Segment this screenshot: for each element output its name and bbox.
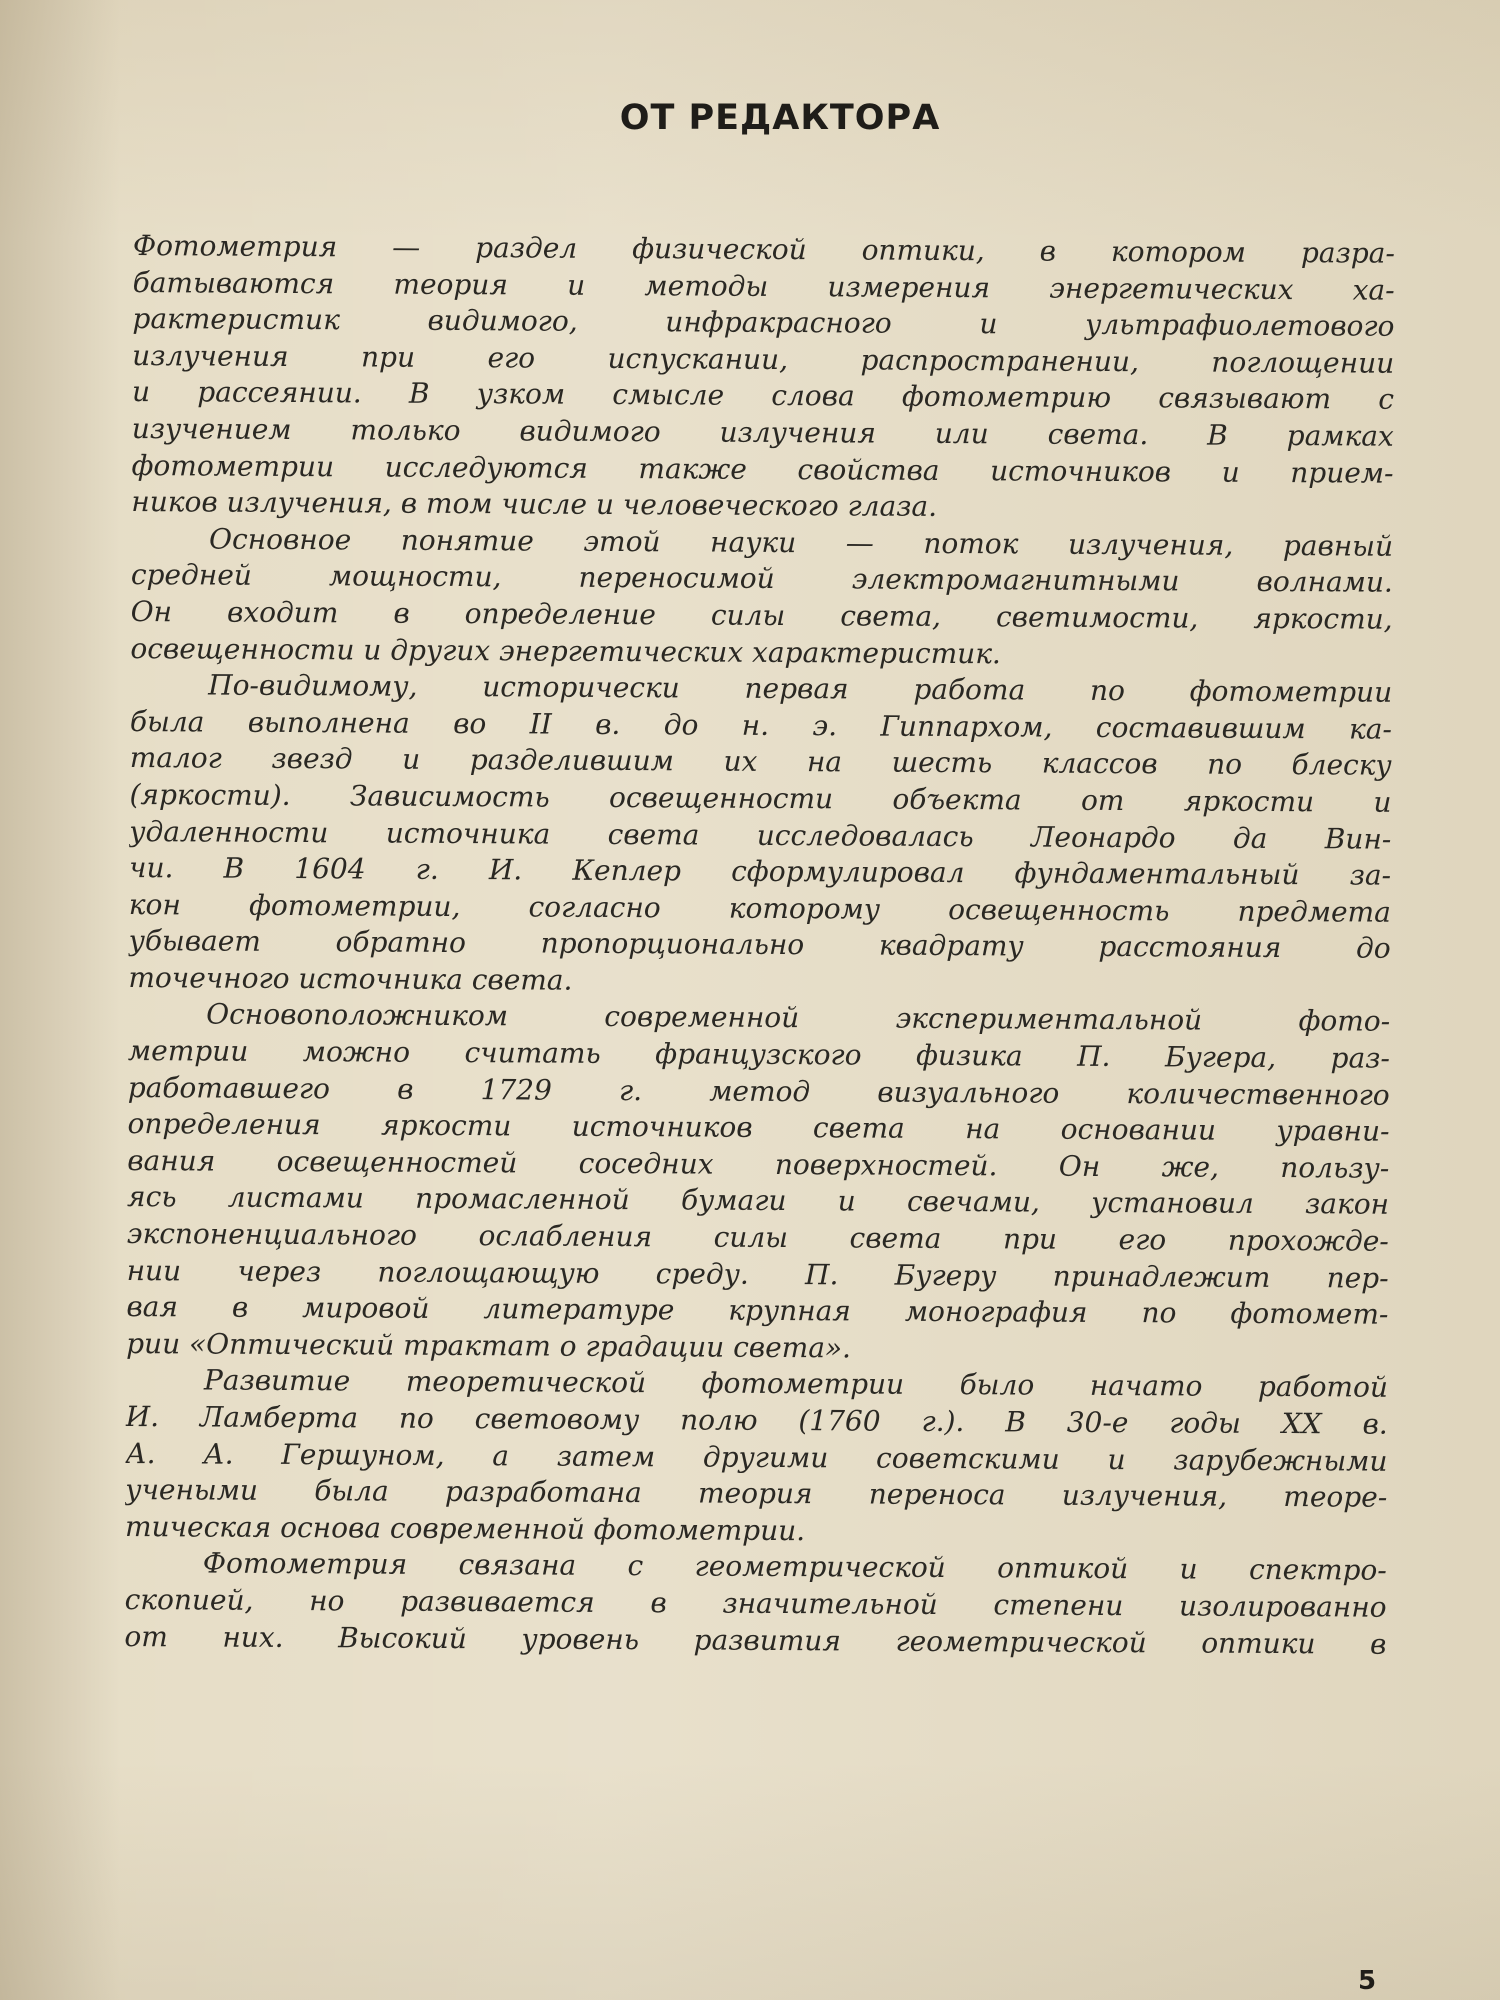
- text-line: А. А. Гершуном, а затем другими советскими и зарубежными: [125, 1436, 1388, 1478]
- text-line: удаленности источника света исследовалась Леонардо да Вин-: [129, 814, 1392, 856]
- text-line: чи. В 1604 г. И. Кеплер сформулировал фундаментальный за-: [128, 851, 1392, 892]
- text-line: и рассеянии. В узком смысле слова фотометрию связывают с: [131, 375, 1395, 417]
- page-title: ОТ РЕДАКТОРА: [619, 98, 941, 138]
- text-line: рактеристик видимого, инфракрасного и ультрафиолетового: [132, 302, 1395, 343]
- text-line: средней мощности, переносимой электромагнитными волнами.: [130, 558, 1393, 600]
- text-line: ников излучения, в том числе и человеческого глаза.: [131, 485, 938, 524]
- text-line: ясь листами промасленной бумаги и свечами, установил закон: [126, 1180, 1390, 1222]
- text-line: фотометрии исследуются также свойства источников и прием-: [131, 448, 1394, 490]
- text-line: вания освещенностей соседних поверхностей. Он же, пользу-: [127, 1143, 1390, 1185]
- text-line: талог звезд и разделившим их на шесть классов по блеску: [129, 741, 1392, 783]
- text-line: излучения при его испускании, распространении, поглощении: [132, 338, 1395, 380]
- text-line: работавшего в 1729 г. метод визуального количественного: [127, 1070, 1390, 1112]
- body-text: [124, 228, 1395, 1663]
- text-line: определения яркости источников света на основании уравни-: [127, 1107, 1390, 1148]
- text-line: По-видимому, исторически первая работа по фотометрии: [208, 668, 1393, 709]
- text-line: Фотометрия связана с геометрической оптикой и спектро-: [202, 1546, 1387, 1588]
- text-line: И. Ламберта по световому полю (1760 г.). В 30-е годы XX в.: [125, 1399, 1388, 1441]
- text-line: Он входит в определение силы света, светимости, яркости,: [130, 594, 1393, 636]
- page-number: 5: [1358, 1966, 1377, 1996]
- text-line: Развитие теоретической фотометрии было начато работой: [203, 1363, 1389, 1405]
- text-line: метрии можно считать французского физика П. Бугера, раз-: [127, 1034, 1391, 1075]
- text-line: рии «Оптический трактат о градации света».: [126, 1326, 852, 1365]
- page-gutter-shadow: [0, 0, 120, 2000]
- text-line: Основное понятие этой науки — поток излучения, равный: [209, 522, 1394, 563]
- text-line: была выполнена во II в. до н. э. Гиппархом, составившим ка-: [129, 704, 1393, 746]
- text-line: батываются теория и методы измерения энергетических ха-: [132, 265, 1395, 307]
- text-line: изучением только видимого излучения или света. В рамках: [131, 411, 1394, 453]
- text-line: от них. Высокий уровень развития геометрической оптики в: [124, 1619, 1387, 1661]
- text-line: (яркости). Зависимость освещенности объекта от яркости и: [129, 777, 1392, 819]
- text-line: скопией, но развивается в значительной степени изолированно: [124, 1582, 1387, 1624]
- text-line: Фотометрия — раздел физической оптики, в котором разра-: [132, 228, 1395, 270]
- text-line: освещенности и других энергетических характеристик.: [130, 631, 1001, 670]
- text-line: убывает обратно пропорционально квадрату расстояния до: [128, 924, 1391, 965]
- text-line: кон фотометрии, согласно которому освещенность предмета: [128, 887, 1391, 929]
- text-line: вая в мировой литературе крупная монография по фотомет-: [126, 1290, 1389, 1331]
- text-line: точечного источника света.: [128, 960, 573, 997]
- text-line: экспоненциального ослабления силы света при его прохожде-: [126, 1217, 1389, 1258]
- text-line: учеными была разработана теория переноса излучения, теоре-: [125, 1473, 1388, 1514]
- text-line: Основоположником современной экспериментальной фото-: [206, 997, 1391, 1039]
- text-line: нии через поглощающую среду. П. Бугеру принадлежит пер-: [126, 1253, 1389, 1295]
- text-line: тическая основа современной фотометрии.: [124, 1509, 806, 1547]
